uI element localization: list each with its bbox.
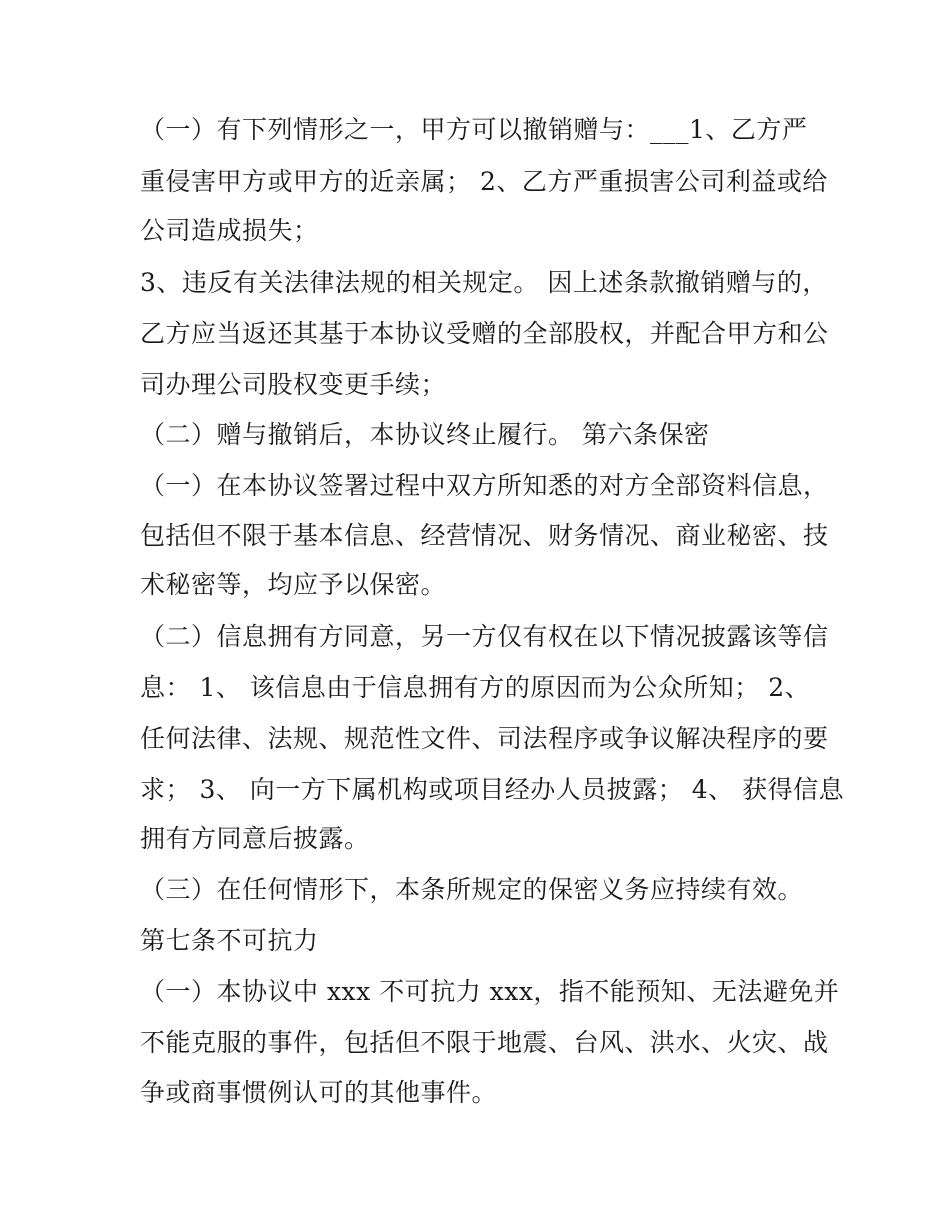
text-line: 司办理公司股权变更手续； <box>140 370 447 399</box>
text-line: 不能克服的事件，包括但不限于地震、台风、洪水、火灾、战 <box>140 1028 829 1057</box>
text-line: （一）本协议中 xxx 不可抗力 xxx，指不能预知、无法避免并 <box>140 977 840 1006</box>
text-line: 3、违反有关法律法规的相关规定。 因上述条款撤销赠与的， <box>140 268 828 297</box>
text-line: （二）信息拥有方同意，另一方仅有权在以下情况披露该等信 <box>140 622 829 651</box>
section-heading: 第七条不可抗力 <box>140 926 319 955</box>
text-line: （一）有下列情形之一，甲方可以撤销赠与：___1、乙方严 <box>140 115 808 144</box>
text-line: 任何法律、法规、规范性文件、司法程序或争议解决程序的要 <box>140 724 829 753</box>
text-line: （三）在任何情形下，本条所规定的保密义务应持续有效。 <box>140 875 804 904</box>
text-line: 争或商事惯例认可的其他事件。 <box>140 1078 498 1107</box>
text-line: 重侵害甲方或甲方的近亲属； 2、乙方严重损害公司利益或给 <box>140 167 828 196</box>
text-line: （二）赠与撤销后，本协议终止履行。 第六条保密 <box>140 420 710 449</box>
text-line: 息： 1、 该信息由于信息拥有方的原因而为公众所知； 2、 <box>140 673 811 702</box>
text-line: 公司造成损失； <box>140 216 319 245</box>
text-line: 包括但不限于基本信息、经营情况、财务情况、商业秘密、技 <box>140 521 829 550</box>
text-line: 拥有方同意后披露。 <box>140 824 370 853</box>
text-line: （一）在本协议签署过程中双方所知悉的对方全部资料信息， <box>140 471 829 500</box>
text-line: 乙方应当返还其基于本协议受赠的全部股权，并配合甲方和公 <box>140 319 829 348</box>
text-line: 求； 3、 向一方下属机构或项目经办人员披露； 4、 获得信息 <box>140 775 845 804</box>
text-line: 术秘密等，均应予以保密。 <box>140 570 447 599</box>
